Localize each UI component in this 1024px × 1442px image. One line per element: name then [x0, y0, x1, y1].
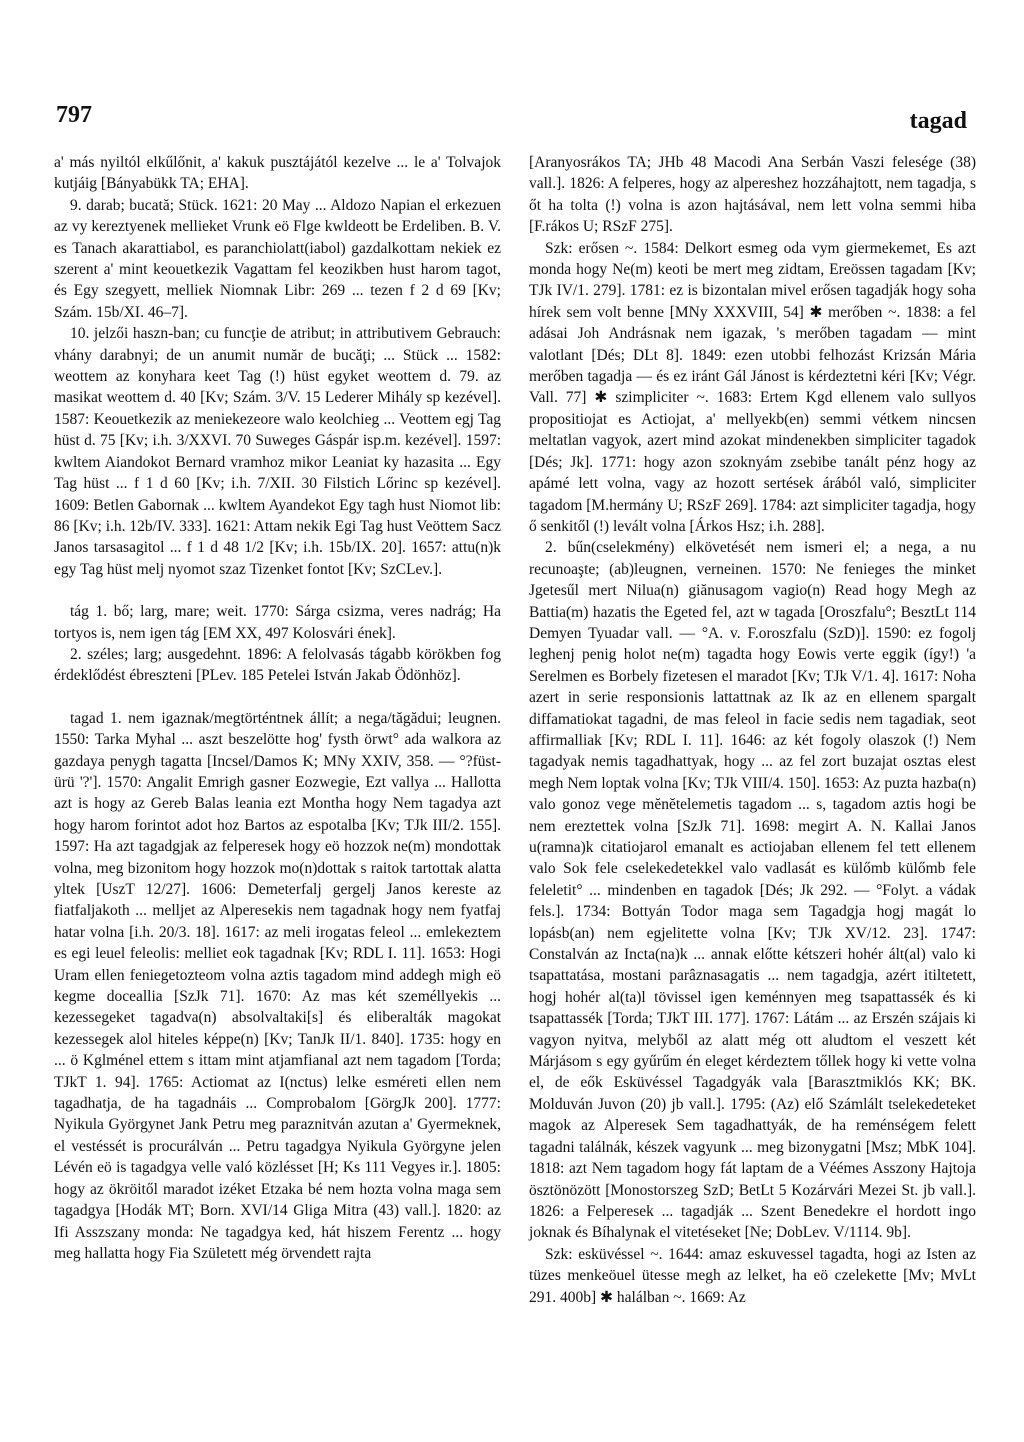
entry-paragraph: 2. széles; larg; ausgedehnt. 1896: A felolvasás tágabb körökben fog érdeklődést ébreszteni [PLev. 185 Petelei István Jakab Ödönhöz].: [54, 645, 501, 685]
entry-paragraph: [Aranyosrákos TA; JHb 48 Macodi Ana Serbán Vaszi felesége (38) vall.]. 1826: A felperes, hogy az alpereshez hozzáhajtott, nem tagadja, s őt ha tolta (!) volna is azon hajtásával, nem lett volna semmi hiba [F.rákos U; RSzF 275].: [529, 154, 976, 236]
left-column: [54, 152, 501, 1264]
right-column: [529, 152, 976, 1308]
entry-paragraph: tág 1. bő; larg, mare; weit. 1770: Sárga csizma, veres nadrág; Ha tortyos is, nem igen tág [EM XX, 497 Kolosvári ének].: [54, 603, 501, 642]
headword: tagad: [909, 108, 967, 134]
page-number: 797: [56, 102, 92, 128]
entry-paragraph: Szk: esküvéssel ~. 1644: amaz eskuvessel tagadta, hogi az Isten az tüzes menkeöuel ütesse megh az lelket, ha eö czelekette [Mv; MvLt 291. 400b] ✱ halálban ~. 1669: Az: [529, 1245, 976, 1306]
entry-paragraph: Szk: erősen ~. 1584: Delkort esmeg oda vym giermekemet, Es azt monda hogy Ne(m) keoti be mert meg zidtam, Ereössen tagadam [Kv; TJk IV/1. 279]. 1781: ez is bizontalan mivel erősen tagadják hogy soha hírek sem volt benne [MNy XXXVIII, 54] ✱ merőben ~. 1838: a fel adásai Joh Andrásnak nem igazak, 's merőben tagadam — mint valotlant [Dés; DLt 8]. 1849: ezen utobbi felhozást Krizsán Mária merőben tagadja — és ez iránt Gál Jánost is kérdeztetni kéri [Kv; Végr. Vall. 77] ✱ szimpliciter ~. 1683: Ertem Kgd ellenem valo sullyos propositiojat es Actiojat, a' mellyekb(en) semmi vétkem nincsen meltatlan vagyok, azert mind azokat mindenekben simpliciter tagadok [Dés; Jk]. 1771: hogy azon szoknyám zsebibe tanált pénz hogy az apámé lett volna, vagy az hozott sertések árából való, simpliciter tagadom [M.hermány U; RSzF 269]. 1784: azt simpliciter tagadja, hogy ő senkitől (!) levált volna [Árkos Hsz; i.h. 288].: [529, 239, 976, 535]
entry-paragraph: a' más nyiltól elkűlőnit, a' kakuk pusztájától kezelve ... le a' Tolvajok kutjáig [Bányabükk TA; EHA].: [54, 154, 501, 193]
entry-paragraph: 2. bűn(cselekmény) elkövetését nem ismeri el; a nega, a nu recunoaşte; (ab)leugnen, verneinen. 1570: Ne fenieges the minket Jgetesűl mert Nilua(n) giănusagom vagio(n) Read hogy Megh az Battia(m) hazatis the Egeted fel, azt w tagada [Oroszfalu°; BesztLt 114 Demyen Tyuadar vall. — °A. v. F.oroszfalu (SzD)]. 1590: ez fogolj leghenj penig holot ne(m) tagadta hogy Eowis verte eggik (így!) 'a Serelmen es Borbely fizetesen el maradot [Kv; TJk V/1. 4]. 1617: Noha azert in serie responsionis lattattnak az Ik az en ellenem spargalt diffamatiokat tagadni, de mas feleol in facie sedis nem tagadiak, seot affirmalliak [Kv; RDL I. 11]. 1646: az két fogoly olaszok (!) Nem tagadyak nemis tagadhattyak, hogy ... az fel zort buzajat osztas elest megh Nem loptak volna [Kv; TJk VIII/4. 150]. 1653: Az puzta hazba(n) valo gonoz vege mĕnĕtelemetis tagadom ... s, tagadom aztis hogi be nem ereztettek volna [SzJk 71]. 1698: megirt A. N. Kallai Janos u(ramna)k citatiojarol emanalt es actiojaban ellenem fel tett ellenem valo Sok fele cselekedetekkel valo vadlasát es külőmb külőmb fele feleletit° ... mindenben en tagadok [Dés; Jk 292. — °Folyt. a vádak fels.]. 1734: Bottyán Todor maga sem Tagadgja hogj magát lo lopásb(an) nem egjelitette volna [Kv; TJk XV/12. 23]. 1747: Constalván az Incta(na)k ... annak előtte kétszeri hohér ált(al) valo ki tsapattatása, mostani parâznasagatis ... nem tagadgja, azért itiltetett, hogj hohér al(ta)l tövissel igen keménnyen meg tsapattassék és ki tsapattassék [Torda; TJkT III. 177]. 1767: Látám ... az Erszén szájais ki vagyon nyitva, melyből az alatt még ott aludtom el veszett két Márjásom s egy gyűrűm én eleget kérdeztem tőllek hogy ki vette volna el, de eők Esküvéssel Tagadgyák vala [Barasztmiklós KK; BK. Molduván Juvon (20) jb vall.]. 1795: (Az) elő Számlált tselekedeteket magok az Alperesek Sem tagadhattyák, de ha reménségem felett tagadni találnák, készek vagyunk ... meg bizonygatni [Msz; MbK 104]. 1818: azt Nem tagadom hogy fát laptam de a Véémes Asszony Hajtoja ösztönözött [Monostorszeg SzD; BetLt 5 Kozárvári Mezei St. jb vall.]. 1826: a Felperesek ... tagadják ... Szent Benedekre el hordott ingo joknak és Bíhalynak el vitetéseket [Ne; DobLev. V/1114. 9b].: [529, 539, 976, 1242]
entry-paragraph: 9. darab; bucată; Stück. 1621: 20 May ... Aldozo Napian el erkezuen az vy kereztyenek mellieket Vrunk eö Flge kwldeott be Erdeliben. B. V. es Tanach akarattiabol, es paranchiolatt(iabol) gazdalkottam nekiek ez szerent a' mint keouetkezik Vagattam fel keozikben hust harom tagot, és Egy szegyett, melliek Niomnak Libr: 269 ... tezen f 2 d 69 [Kv; Szám. 15b/XI. 46–7].: [54, 196, 501, 321]
entry-paragraph: tagad 1. nem igaznak/megtörténtnek állít; a nega/tăgădui; leugnen. 1550: Tarka Myhal ... aszt beszelötte hog' fysth örwt° ada walkora az gazdaya penygh tagatta [Incsel/Damos K; MNy XXIV, 358. — °?füst-ürü '?']. 1570: Angalit Emrigh gasner Eozwegie, Ezt vallya ... Hallotta azt is hogy az Gereb Balas leania ezt Montha hogy Nem tagadya azt hogy harom forintot adot hoz Bartos az espotalba [Kv; TJk III/2. 155]. 1597: Ha azt tagadgjak az felperesek hogy eö hozzok ne(m) mondottak volna, meg bizonitom hogy hozzok mo(n)dottak s raitok tartottak alatta yltek [UszT 12/27]. 1606: Demeterfalj gergelj Janos kereste az fiatfaljakoth ... melljet az Alperesekis nem tagadnak hogy nem fyatfaj hatar volna [i.h. 20/3. 18]. 1617: az meli irogatas feleol ... emlekeztem es egi leuel feleolis: melliet eok tagadnak [Kv; RDL I. 11]. 1653: Hogi Uram ellen feniegetozteom volna aztis tagadom mind addegh migh eö kegme doceallia [SzJk 71]. 1670: Az mas két személlyekis ... kezessegeket tagadva(n) absolvaltaki[s] és eliberalták magokat kezessegek alol hiteles képpe(n) [Kv; TanJk II/1. 840]. 1735: hogy en ... ö Kglménel ettem s ittam mint atjamfianal azt nem tagadom [Torda; TJkT 1. 94]. 1765: Actiomat az I(nctus) lelke esméreti ellen nem tagadhatja, de ha tagadnáis ... Comprobalom [GörgJk 200]. 1777: Nyikula Györgynet Jank Petru meg paraznitván azutan a' Gyermeknek, el vestéssét is procurálván ... Petru tagadgya Nyikula Györgyne jelen Lévén eö is tagadgya velle való közlésset [H; Ks 111 Vegyes ir.]. 1805: hogy az ökröitől maradot izéket Etzaka bé nem hozta volna maga sem tagadgya [Hodák MT; Born. XVI/14 Gliga Mitra (43) vall.]. 1820: az Ifi Asszszany monda: Ne tagadgya ked, hát hiszem Ferentz ... hogy meg hallatta hogy Fia Született még örvendett rajta: [54, 709, 501, 1262]
entry-paragraph: 10. jelzői haszn-ban; cu funcţie de atribut; in attributivem Gebrauch: vhány darabnyi; de un anumit număr de bucăţi; ... Stück ... 1582: weottem az konyhara keet Tag (!) hüst egyket weottem d. 79. az masikat weottem d. 40 [Kv; Szám. 3/V. 15 Lederer Mihály sp kezével]. 1587: Keouetkezik az meniekezeore walo keolchieg ... Veottem egj Tag hüst d. 75 [Kv; i.h. 3/XXVI. 70 Suweges Gáspár isp.m. kezével]. 1597: kwltem Aiandokot Bernard vramhoz mikor Leaniat ky hazasita ... Egy Tag hüst ... f 1 d 60 [Kv; i.h. 7/XII. 30 Filstich Lőrinc sp kezével]. 1609: Betlen Gabornak ... kwltem Ayandekot Egy tagh hust Niomot lib: 86 [Kv; i.h. 12b/IV. 333]. 1621: Attam nekik Egi Tag hust Veöttem Sacz Janos tarsasagitol ... f 1 d 48 1/2 [Kv; i.h. 15b/IX. 20]. 1657: attu(n)k egy Tag hüst melj nyomot szaz Tizenket fontot [Kv; SzCLev.].: [54, 325, 501, 578]
